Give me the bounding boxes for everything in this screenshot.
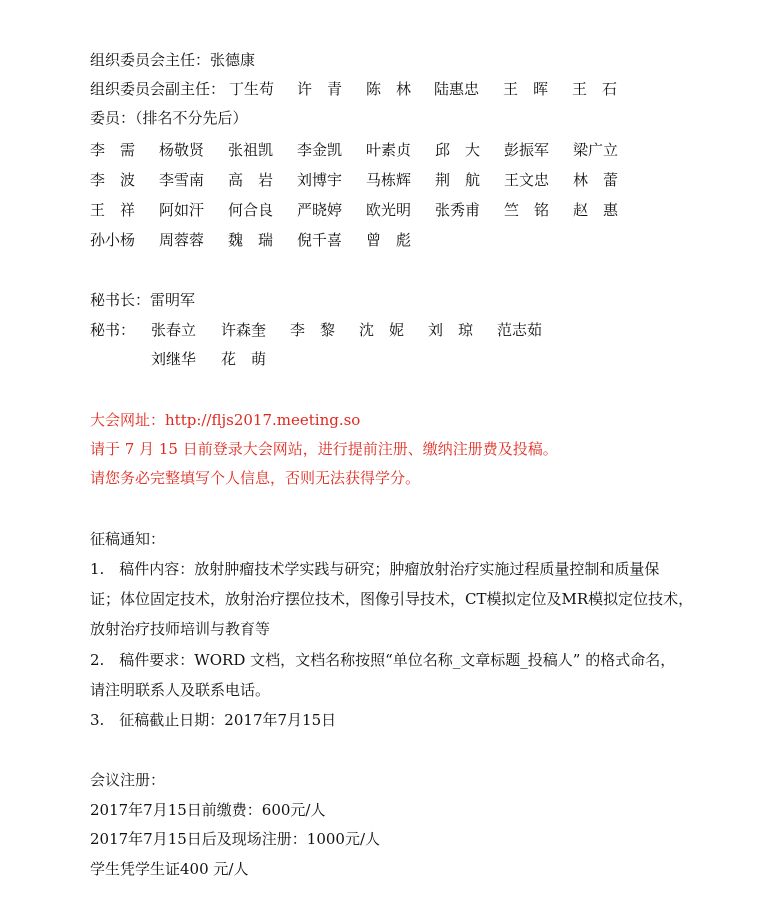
member-name: 杨敬贤: [159, 141, 205, 159]
vice-chair-name: 丁生苟: [229, 80, 275, 98]
submission-heading: 征稿通知：: [90, 530, 166, 548]
member-name: 严晓婷: [297, 201, 343, 219]
info-notice: 请您务必完整填写个人信息，否则无法获得学分。: [90, 469, 421, 487]
member-name: 马栋辉: [366, 171, 412, 189]
submission-item-1-cont: 放射治疗技师培训与教育等: [90, 620, 271, 638]
member-name: 林 蕾: [573, 171, 619, 189]
organizing-chair: 组织委员会主任：张德康: [90, 51, 256, 69]
member-name: 张祖凯: [228, 141, 274, 159]
registration-late-fee: 2017年7月15日后及现场注册：1000元/人: [90, 830, 381, 848]
secretary-name: 沈 妮: [359, 321, 405, 339]
vice-chair-name: 许 青: [297, 80, 343, 98]
member-name: 李金凯: [297, 141, 343, 159]
member-name: 李 需: [90, 141, 136, 159]
secretary-name: 刘 琼: [428, 321, 474, 339]
vice-chair-name: 王 石: [572, 80, 618, 98]
member-name: 叶素贞: [366, 141, 412, 159]
registration-heading: 会议注册：: [90, 771, 166, 789]
vice-chair-label: 组织委员会副主任：: [90, 80, 226, 98]
secretary-name: 许森奎: [221, 321, 267, 339]
member-name: 高 岩: [228, 171, 274, 189]
member-name: 邱 大: [435, 141, 481, 159]
submission-item-3: 3. 征稿截止日期：2017年7月15日: [90, 711, 337, 729]
member-name: 魏 瑞: [228, 231, 274, 249]
registration-notice: 请于 7 月 15 日前登录大会网站，进行提前注册、缴纳注册费及投稿。: [90, 440, 558, 458]
vice-chair-name: 陈 林: [366, 80, 412, 98]
member-name: 荆 航: [435, 171, 481, 189]
submission-item-1-cont: 证；体位固定技术，放射治疗摆位技术，图像引导技术，CT模拟定位及MR模拟定位技术，: [90, 590, 694, 608]
member-name: 欧光明: [366, 201, 412, 219]
submission-item-1: 1. 稿件内容：放射肿瘤技术学实践与研究；肿瘤放射治疗实施过程质量控制和质量保: [90, 560, 660, 578]
member-name: 何合良: [228, 201, 274, 219]
member-name: 阿如汗: [159, 201, 205, 219]
conference-website: 大会网址：http://fljs2017.meeting.so: [90, 411, 361, 429]
member-name: 李雪南: [159, 171, 205, 189]
member-name: 梁广立: [573, 141, 619, 159]
member-name: 王文忠: [504, 171, 550, 189]
member-name: 竺 铭: [504, 201, 550, 219]
member-name: 赵 惠: [573, 201, 619, 219]
secretary-name: 张春立: [151, 321, 197, 339]
member-name: 倪千喜: [297, 231, 343, 249]
member-name: 彭振军: [504, 141, 550, 159]
member-name: 王 祥: [90, 201, 136, 219]
secretary-name: 刘继华: [151, 350, 197, 368]
vice-chair-name: 王 晖: [503, 80, 549, 98]
registration-early-fee: 2017年7月15日前缴费：600元/人: [90, 801, 326, 819]
secretary-name: 李 黎: [290, 321, 336, 339]
member-name: 曾 彪: [366, 231, 412, 249]
member-name: 李 波: [90, 171, 136, 189]
member-name: 孙小杨: [90, 231, 136, 249]
secretary-name: 范志茹: [497, 321, 543, 339]
members-label: 委员：（排名不分先后）: [90, 109, 248, 127]
vice-chair-name: 陆惠忠: [434, 80, 480, 98]
submission-item-2: 2. 稿件要求：WORD 文档，文档名称按照“单位名称_文章标题_投稿人” 的格式命名，: [90, 651, 676, 669]
secretary-general: 秘书长：雷明军: [90, 291, 196, 309]
member-name: 张秀甫: [435, 201, 481, 219]
secretary-name: 花 萌: [221, 350, 267, 368]
registration-student-fee: 学生凭学生证400 元/人: [90, 860, 249, 878]
secretaries-label: 秘书：: [90, 321, 136, 339]
submission-item-2-cont: 请注明联系人及联系电话。: [90, 681, 271, 699]
member-name: 刘博宇: [297, 171, 343, 189]
member-name: 周蓉蓉: [159, 231, 205, 249]
